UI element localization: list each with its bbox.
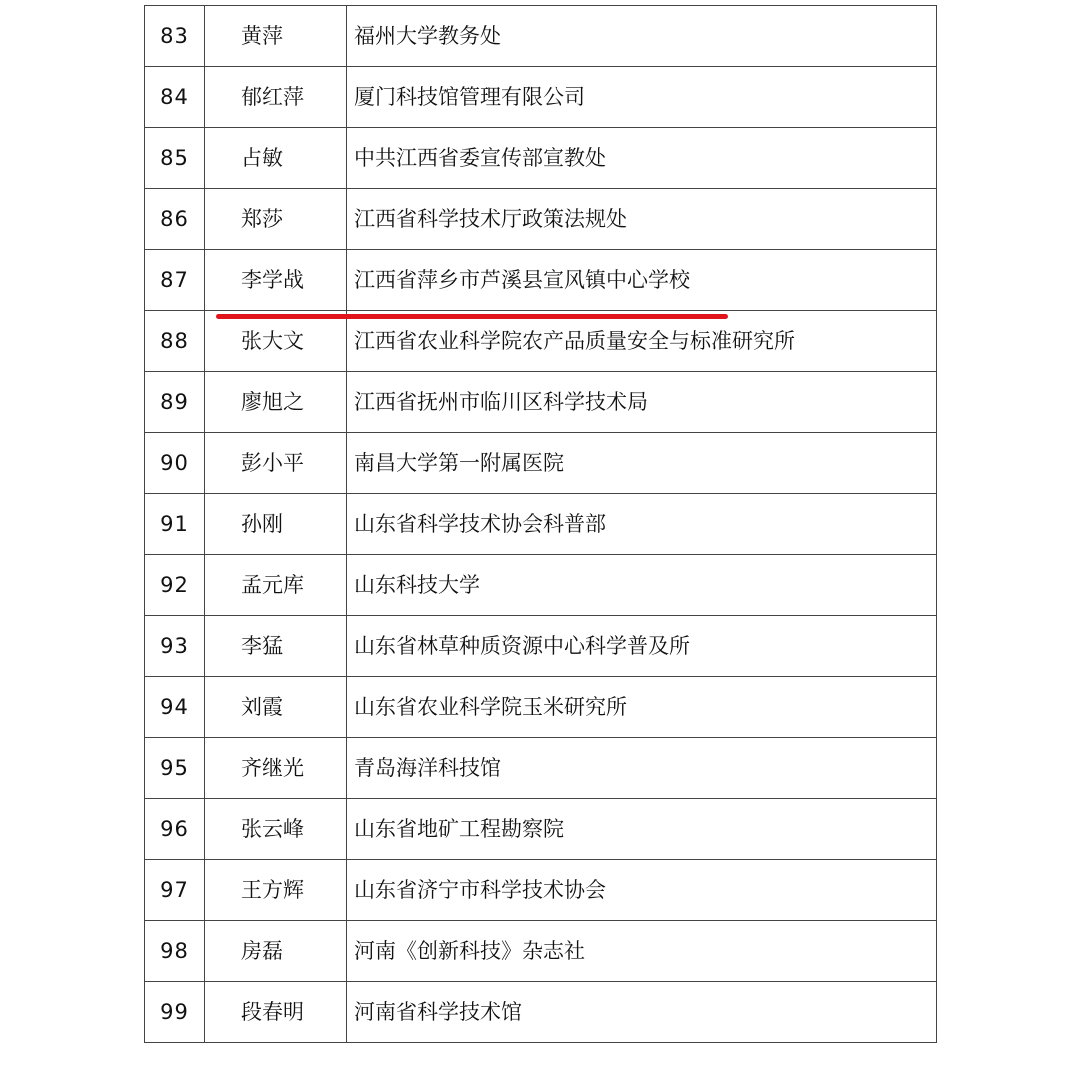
table-row bbox=[145, 677, 937, 738]
row-number: 96 bbox=[145, 799, 205, 860]
table-row bbox=[145, 860, 937, 921]
row-number: 87 bbox=[145, 250, 205, 311]
roster-table bbox=[144, 5, 937, 1043]
row-number: 86 bbox=[145, 189, 205, 250]
row-number: 98 bbox=[145, 921, 205, 982]
row-number: 88 bbox=[145, 311, 205, 372]
person-name: 齐继光 bbox=[205, 738, 347, 799]
table-row bbox=[145, 128, 937, 189]
row-number: 85 bbox=[145, 128, 205, 189]
table-row bbox=[145, 372, 937, 433]
person-name: 孟元库 bbox=[205, 555, 347, 616]
row-number: 95 bbox=[145, 738, 205, 799]
person-name: 郑莎 bbox=[205, 189, 347, 250]
table-row bbox=[145, 6, 937, 67]
organization-name: 河南省科学技术馆 bbox=[347, 982, 937, 1043]
person-name: 张大文 bbox=[205, 311, 347, 372]
row-number: 90 bbox=[145, 433, 205, 494]
organization-name: 山东科技大学 bbox=[347, 555, 937, 616]
person-name: 刘霞 bbox=[205, 677, 347, 738]
organization-name: 河南《创新科技》杂志社 bbox=[347, 921, 937, 982]
table-row bbox=[145, 311, 937, 372]
row-number: 99 bbox=[145, 982, 205, 1043]
organization-name: 山东省农业科学院玉米研究所 bbox=[347, 677, 937, 738]
row-number: 84 bbox=[145, 67, 205, 128]
table-row bbox=[145, 555, 937, 616]
organization-name: 福州大学教务处 bbox=[347, 6, 937, 67]
organization-name: 江西省抚州市临川区科学技术局 bbox=[347, 372, 937, 433]
table-row bbox=[145, 494, 937, 555]
organization-name: 江西省农业科学院农产品质量安全与标准研究所 bbox=[347, 311, 937, 372]
table-row bbox=[145, 738, 937, 799]
row-number: 92 bbox=[145, 555, 205, 616]
row-number: 94 bbox=[145, 677, 205, 738]
red-highlight-underline bbox=[216, 314, 728, 319]
organization-name: 山东省济宁市科学技术协会 bbox=[347, 860, 937, 921]
person-name: 李学战 bbox=[205, 250, 347, 311]
organization-name: 厦门科技馆管理有限公司 bbox=[347, 67, 937, 128]
row-number: 97 bbox=[145, 860, 205, 921]
row-number: 83 bbox=[145, 6, 205, 67]
person-name: 黄萍 bbox=[205, 6, 347, 67]
person-name: 廖旭之 bbox=[205, 372, 347, 433]
table-row bbox=[145, 67, 937, 128]
organization-name: 山东省地矿工程勘察院 bbox=[347, 799, 937, 860]
person-name: 李猛 bbox=[205, 616, 347, 677]
table-row bbox=[145, 189, 937, 250]
table-row bbox=[145, 921, 937, 982]
table-row-highlighted bbox=[145, 250, 937, 311]
organization-name: 山东省科学技术协会科普部 bbox=[347, 494, 937, 555]
person-name: 段春明 bbox=[205, 982, 347, 1043]
row-number: 93 bbox=[145, 616, 205, 677]
organization-name: 青岛海洋科技馆 bbox=[347, 738, 937, 799]
table-row bbox=[145, 982, 937, 1043]
person-name: 张云峰 bbox=[205, 799, 347, 860]
organization-name: 南昌大学第一附属医院 bbox=[347, 433, 937, 494]
organization-name: 中共江西省委宣传部宣教处 bbox=[347, 128, 937, 189]
roster-table-body bbox=[145, 6, 937, 1043]
person-name: 孙刚 bbox=[205, 494, 347, 555]
person-name: 王方辉 bbox=[205, 860, 347, 921]
table-row bbox=[145, 799, 937, 860]
person-name: 彭小平 bbox=[205, 433, 347, 494]
organization-name: 山东省林草种质资源中心科学普及所 bbox=[347, 616, 937, 677]
person-name: 郁红萍 bbox=[205, 67, 347, 128]
organization-name: 江西省科学技术厅政策法规处 bbox=[347, 189, 937, 250]
person-name: 房磊 bbox=[205, 921, 347, 982]
person-name: 占敏 bbox=[205, 128, 347, 189]
table-row bbox=[145, 433, 937, 494]
organization-name: 江西省萍乡市芦溪县宣风镇中心学校 bbox=[347, 250, 937, 311]
row-number: 89 bbox=[145, 372, 205, 433]
table-row bbox=[145, 616, 937, 677]
row-number: 91 bbox=[145, 494, 205, 555]
